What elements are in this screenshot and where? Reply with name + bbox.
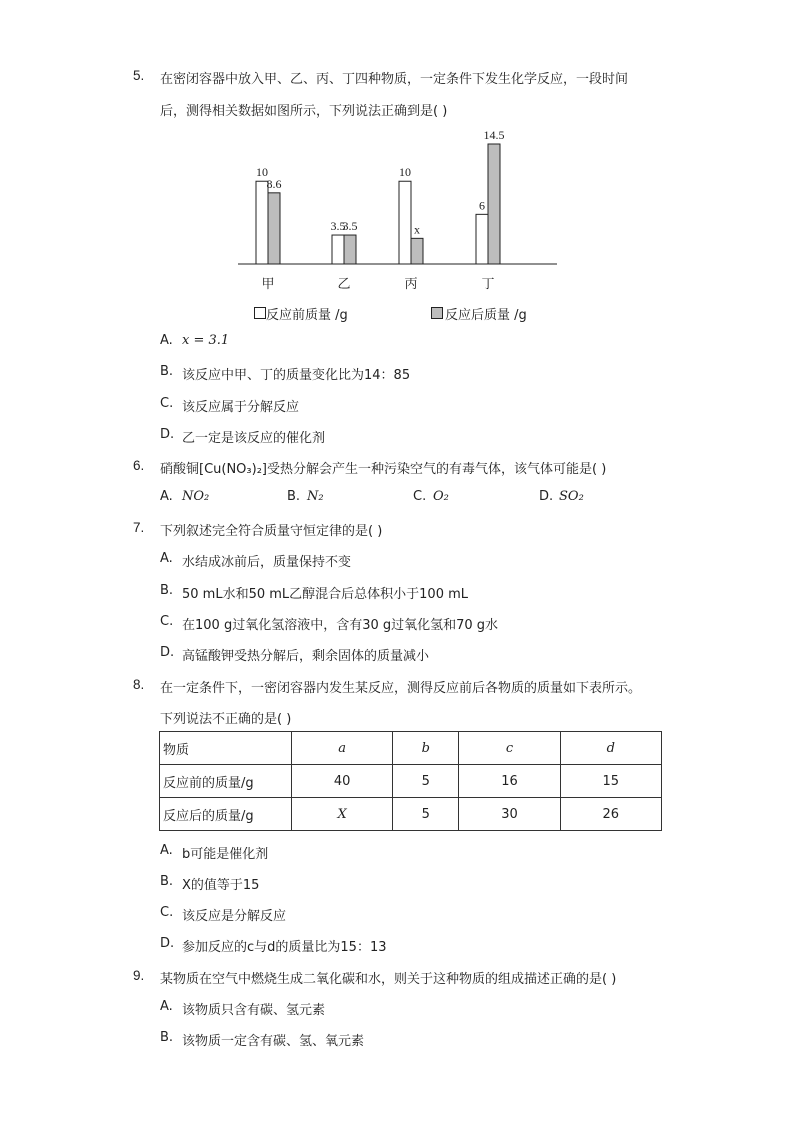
q9-option-a-text: 该物质只含有碳、氢元素 bbox=[182, 1003, 326, 1018]
q6-option-b-text: N₂ bbox=[307, 489, 324, 504]
q5-option-b-label: B. bbox=[160, 364, 174, 379]
q8-option-c-label: C. bbox=[160, 905, 174, 920]
q8-option-b-label: B. bbox=[160, 874, 174, 889]
table-cell: 15 bbox=[560, 765, 661, 798]
table-header-cell: a bbox=[292, 732, 393, 765]
question-9-number: 9. bbox=[133, 968, 145, 983]
bar-before-0 bbox=[256, 181, 268, 264]
legend-label-before: 反应前质量 /g bbox=[266, 308, 348, 323]
q5-option-d-text: 乙一定是该反应的催化剂 bbox=[182, 431, 326, 446]
question-6-number: 6. bbox=[133, 458, 145, 473]
q6-option-a-label: A. bbox=[160, 489, 173, 504]
question-8-text-line2: 下列说法不正确的是( ) bbox=[160, 712, 292, 727]
q6-option-d-text: SO₂ bbox=[559, 489, 584, 504]
table-cell: 16 bbox=[459, 765, 560, 798]
q8-option-c-text: 该反应是分解反应 bbox=[182, 909, 287, 924]
q6-option-c-label: C. bbox=[413, 489, 427, 504]
bar-after-0 bbox=[268, 193, 280, 264]
question-5-number: 5. bbox=[133, 68, 145, 83]
bar-chart bbox=[0, 0, 794, 340]
legend-swatch-before bbox=[254, 307, 266, 319]
table-header-cell: b bbox=[393, 732, 459, 765]
table-cell: 40 bbox=[292, 765, 393, 798]
q5-option-a-text: x = 3.1 bbox=[182, 333, 230, 348]
question-8-number: 8. bbox=[133, 677, 145, 692]
question-7-number: 7. bbox=[133, 520, 145, 535]
question-9-text: 某物质在空气中燃烧生成二氧化碳和水，则关于这种物质的组成描述正确的是( ) bbox=[160, 972, 617, 987]
q6-option-d-label: D. bbox=[539, 489, 554, 504]
question-5-text-line1: 在密闭容器中放入甲、乙、丙、丁四种物质，一定条件下发生化学反应，一段时间 bbox=[160, 72, 629, 87]
table-header-cell: 物质 bbox=[160, 732, 292, 765]
category-label-0: 甲 bbox=[261, 277, 275, 292]
q6-option-c-text: O₂ bbox=[433, 489, 449, 504]
legend-label-after: 反应后质量 /g bbox=[445, 308, 527, 323]
q5-option-c-text: 该反应属于分解反应 bbox=[182, 400, 300, 415]
category-label-2: 丙 bbox=[404, 277, 418, 292]
q8-option-d-text: 参加反应的c与d的质量比为15：13 bbox=[182, 940, 387, 955]
data-label-after-0: 8.6 bbox=[266, 176, 282, 191]
data-label-after-2: x bbox=[414, 222, 420, 237]
q5-option-a-label: A. bbox=[160, 333, 173, 348]
question-8-text-line1: 在一定条件下，一密闭容器内发生某反应，测得反应前后各物质的质量如下表所示。 bbox=[160, 681, 642, 696]
q7-option-c-label: C. bbox=[160, 614, 174, 629]
data-label-before-2: 10 bbox=[399, 165, 411, 180]
bar-before-3 bbox=[476, 214, 488, 264]
q7-option-a-label: A. bbox=[160, 551, 173, 566]
bar-after-1 bbox=[344, 235, 356, 264]
q7-option-d-text: 高锰酸钾受热分解后，剩余固体的质量减小 bbox=[182, 649, 430, 664]
data-label-after-1: 3.5 bbox=[342, 219, 358, 234]
table-cell: 26 bbox=[560, 798, 661, 831]
q7-option-b-label: B. bbox=[160, 583, 174, 598]
data-label-before-1: 3.5 bbox=[330, 219, 346, 234]
data-label-after-3: 14.5 bbox=[483, 128, 505, 142]
table-cell: 反应后的质量/g bbox=[160, 798, 292, 831]
category-label-3: 丁 bbox=[481, 277, 495, 292]
q7-option-c-text: 在100 g过氧化氢溶液中，含有30 g过氧化氢和70 g水 bbox=[182, 618, 499, 633]
table-cell: 反应前的质量/g bbox=[160, 765, 292, 798]
q9-option-b-label: B. bbox=[160, 1030, 174, 1045]
mass-table bbox=[159, 731, 662, 831]
table-header-cell: d bbox=[560, 732, 661, 765]
q5-option-d-label: D. bbox=[160, 427, 175, 442]
q9-option-a-label: A. bbox=[160, 999, 173, 1014]
category-label-1: 乙 bbox=[337, 277, 351, 292]
q8-option-b-text: X的值等于15 bbox=[182, 878, 260, 893]
legend-swatch-after bbox=[431, 307, 443, 319]
bar-before-1 bbox=[332, 235, 344, 264]
table-cell: X bbox=[292, 798, 393, 831]
q8-option-d-label: D. bbox=[160, 936, 175, 951]
q8-option-a-text: b可能是催化剂 bbox=[182, 847, 269, 862]
q6-option-b-label: B. bbox=[287, 489, 301, 504]
q7-option-d-label: D. bbox=[160, 645, 175, 660]
q5-option-b-text: 该反应中甲、丁的质量变化比为14：85 bbox=[182, 368, 411, 383]
table-cell: 5 bbox=[393, 765, 459, 798]
q6-option-a-text: NO₂ bbox=[182, 489, 210, 504]
q8-option-a-label: A. bbox=[160, 843, 173, 858]
bar-before-2 bbox=[399, 181, 411, 264]
data-label-before-0: 10 bbox=[256, 165, 268, 180]
q5-option-c-label: C. bbox=[160, 396, 174, 411]
q7-option-a-text: 水结成冰前后，质量保持不变 bbox=[182, 555, 352, 570]
table-row bbox=[160, 798, 662, 831]
question-5-text-line2: 后，测得相关数据如图所示，下列说法正确到是( ) bbox=[160, 104, 448, 119]
data-label-before-3: 6 bbox=[479, 198, 485, 213]
bar-after-3 bbox=[488, 144, 500, 264]
q7-option-b-text: 50 mL水和50 mL乙醇混合后总体积小于100 mL bbox=[182, 587, 469, 602]
bar-after-2 bbox=[411, 238, 423, 264]
table-header-row bbox=[160, 732, 662, 765]
table-row bbox=[160, 765, 662, 798]
question-6-text: 硝酸铜[Cu(NO₃)₂]受热分解会产生一种污染空气的有毒气体，该气体可能是( ) bbox=[160, 462, 607, 477]
table-header-cell: c bbox=[459, 732, 560, 765]
question-7-text: 下列叙述完全符合质量守恒定律的是( ) bbox=[160, 524, 383, 539]
q9-option-b-text: 该物质一定含有碳、氢、氧元素 bbox=[182, 1034, 365, 1049]
table-cell: 5 bbox=[393, 798, 459, 831]
table-cell: 30 bbox=[459, 798, 560, 831]
